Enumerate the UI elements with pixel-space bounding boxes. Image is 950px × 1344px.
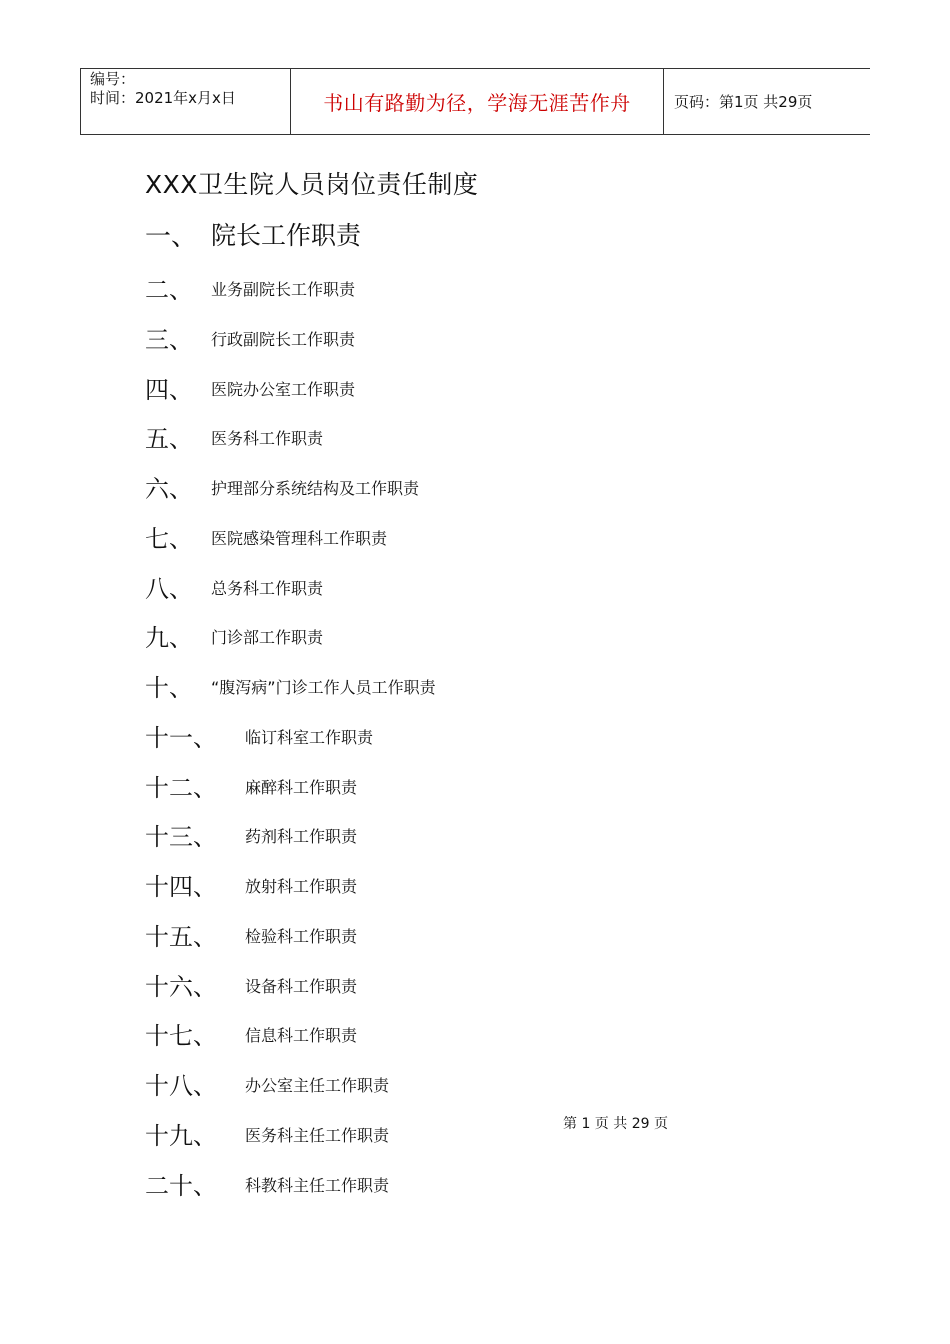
time-label: 时间：2021年x月x日	[90, 89, 236, 107]
header-page-cell	[664, 69, 871, 135]
toc-item-label: 医院感染管理科工作职责	[211, 528, 388, 548]
toc-item-label: 门诊部工作职责	[211, 628, 324, 648]
toc-item-number: 七、	[145, 524, 193, 553]
toc-item-label: 总务科工作职责	[211, 578, 324, 598]
toc-item-label: 业务副院长工作职责	[211, 280, 356, 299]
header-motto-cell	[291, 69, 664, 135]
toc-item-number: 二十、	[145, 1171, 217, 1200]
toc-item-number: 六、	[145, 475, 193, 503]
toc-item-label: 院长工作职责	[211, 221, 362, 250]
document-title: XXX卫生院人员岗位责任制度	[145, 170, 479, 199]
toc-item-label: 检验科工作职责	[245, 926, 358, 946]
toc-item-label: 医务科主任工作职责	[245, 1125, 390, 1145]
toc-item-number: 八、	[145, 574, 193, 603]
motto-text: 书山有路勤为径，学海无涯苦作舟	[323, 91, 631, 115]
toc-item-number: 二、	[145, 276, 193, 304]
toc-item-number: 十五、	[145, 922, 217, 951]
toc-item-label: 设备科工作职责	[245, 976, 358, 996]
toc-item-number: 十六、	[145, 972, 217, 1001]
toc-item-label: 行政副院长工作职责	[211, 329, 356, 349]
toc-item-label: 医务科工作职责	[211, 429, 324, 449]
toc-item-label: 临订科室工作职责	[245, 727, 374, 747]
toc-item-label: 医院办公室工作职责	[211, 379, 356, 399]
toc-item-number: 十、	[145, 674, 193, 702]
toc-item-label: 办公室主任工作职责	[245, 1076, 390, 1095]
toc-item-number: 十三、	[145, 823, 217, 852]
toc-item-number: 十四、	[145, 873, 217, 901]
toc-item-number: 十一、	[145, 723, 217, 752]
header-meta-cell	[81, 69, 291, 135]
toc-item-label: 麻醉科工作职责	[245, 777, 358, 797]
toc-item-label: 护理部分系统结构及工作职责	[211, 479, 420, 498]
toc-item-label: “腹泻病”门诊工作人员工作职责	[211, 678, 436, 697]
toc-item-number: 九、	[145, 624, 193, 653]
toc-item-number: 十七、	[145, 1022, 217, 1051]
toc-item-number: 三、	[145, 325, 193, 354]
toc-item-number: 一、	[145, 222, 198, 252]
page-footer: 第 1 页 共 29 页	[563, 1116, 668, 1132]
toc-item-number: 十二、	[145, 773, 217, 802]
toc-item-number: 十九、	[145, 1121, 217, 1150]
toc-item-label: 信息科工作职责	[245, 1026, 358, 1046]
toc-item-label: 放射科工作职责	[245, 877, 358, 896]
toc-item-label: 科教科主任工作职责	[245, 1175, 390, 1195]
toc-item-number: 四、	[145, 375, 193, 404]
toc-item-label: 药剂科工作职责	[245, 827, 358, 847]
serial-label: 编号：	[90, 70, 136, 88]
toc-item-number: 五、	[145, 425, 193, 454]
header-page-info: 页码：第1页 共29页	[674, 93, 813, 111]
toc-item-number: 十八、	[145, 1072, 217, 1100]
page-header-table	[80, 68, 870, 135]
